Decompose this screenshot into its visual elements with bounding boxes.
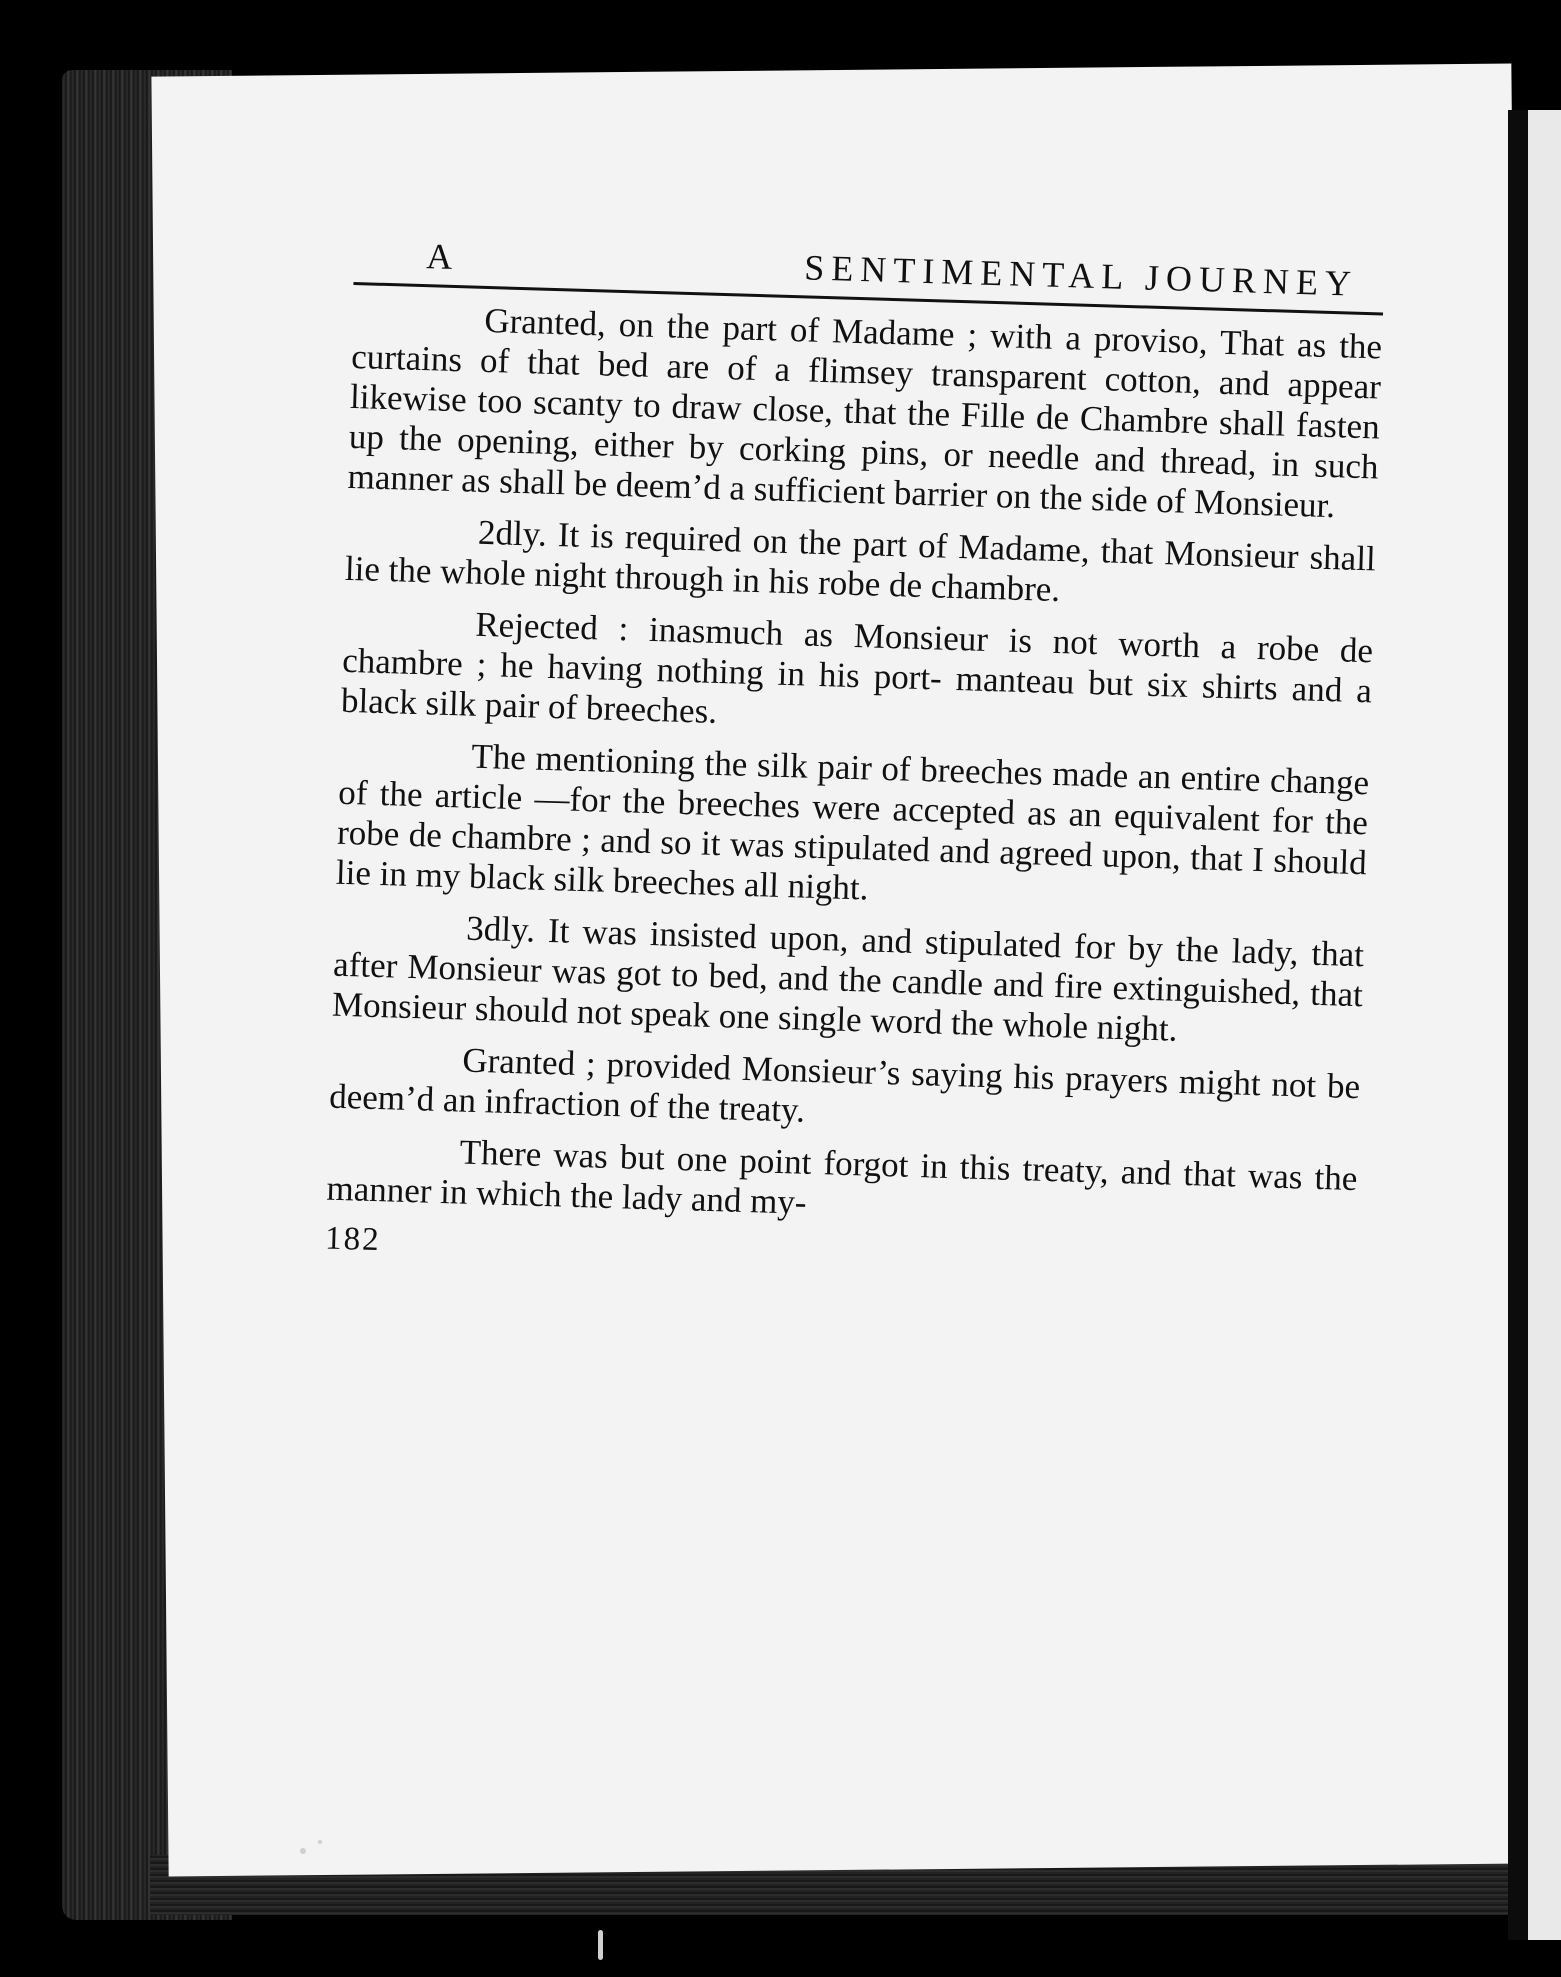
running-head-letter: A — [425, 236, 460, 278]
dust-speck — [598, 1930, 603, 1960]
paragraph: 2dly. It is required on the part of Madame, that Monsieur shall lie the whole night through in his robe de chambre. — [344, 512, 1377, 610]
page-text-block — [325, 232, 1385, 1288]
paragraph: Granted ; provided Monsieur’s saying his prayers might not be deem’d an infraction of the treaty. — [328, 1040, 1361, 1130]
paragraph: Rejected : inasmuch as Monsieur is not worth a robe de chambre ; he having nothing in his port- manteau but six shirts and a black silk pair of breeches. — [340, 604, 1374, 731]
paragraph: Granted, on the part of Madame ; with a proviso, That as the curtains of that bed are of a flimsey transparent cotton, and appear likewise too scanty to draw close, that the Fille de Chambre shall fasten up the opening, either by corking pins, or needle and thread, in such manner as shall be deem’d a sufficient barrier on the side of Monsieur. — [347, 300, 1383, 526]
paragraph: The mentioning the silk pair of breeches made an entire change of the article —for the breeches were accepted as an equivalent for the robe de chambre ; and so it was stipulated and agreed upon, that I should lie in my black silk breeches all night. — [335, 736, 1370, 908]
page-number: 182 — [324, 1220, 382, 1259]
gutter-shadow — [1508, 110, 1528, 1940]
paragraph: 3dly. It was insisted upon, and stipulated for by the lady, that after Monsieur was got to bed, and the candle and fire extinguished, that Monsieur should not speak one single word the whole night. — [331, 908, 1365, 1049]
dust-speck — [300, 1848, 306, 1854]
dust-speck — [318, 1840, 322, 1844]
paragraph: There was but one point forgot in this treaty, and that was the manner in which the lady and my- — [326, 1132, 1358, 1222]
running-head-title: SENTIMENTAL JOURNEY — [803, 247, 1359, 304]
